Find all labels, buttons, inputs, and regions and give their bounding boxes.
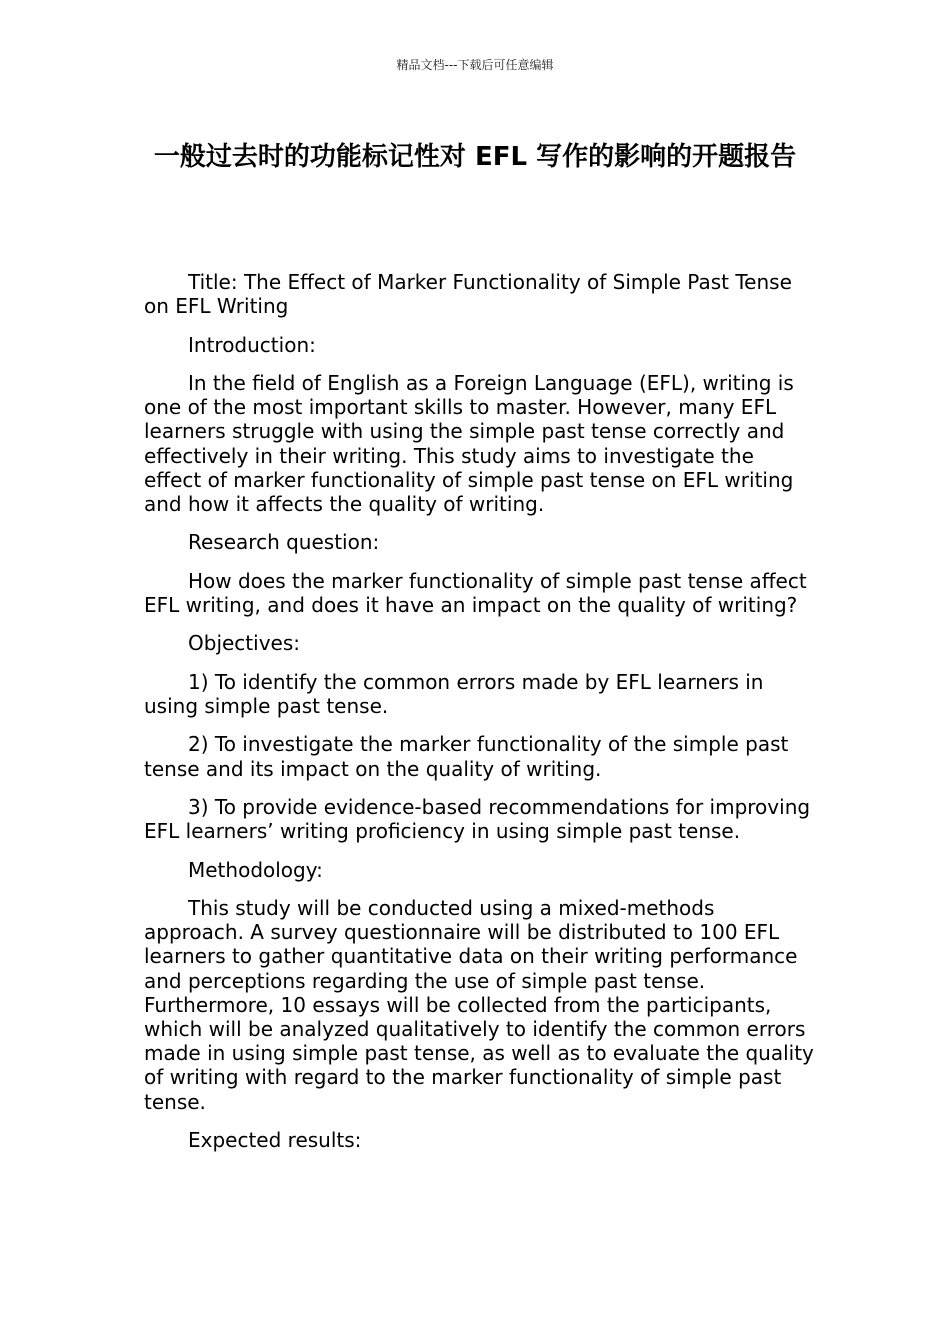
section-heading-objectives: Objectives: xyxy=(188,631,300,656)
title-line: Title: The Effect of Marker Functionality of Simple Past Tense on EFL Writing xyxy=(144,270,792,319)
objective-item-2: 2) To investigate the marker functionality of the simple past tense and its impact on the quality of writing. xyxy=(144,732,789,781)
research-question-paragraph: How does the marker functionality of simple past tense affect EFL writing, and does it have an impact on the quality of writing? xyxy=(144,568,807,617)
section-heading-research-question: Research question: xyxy=(188,530,380,555)
introduction-paragraph: In the field of English as a Foreign Language (EFL), writing is one of the most important skills to master. However, many EFL learners struggle with using the simple past tense correctly and effectively in their writing. This study aims to investigate the effect of marker functionality of simple past tense on EFL writing and how it affects the quality of writing. xyxy=(144,370,794,516)
section-heading-introduction: Introduction: xyxy=(188,332,316,357)
methodology-paragraph: This study will be conducted using a mixed-methods approach. A survey questionnaire will be distributed to 100 EFL learners to gather quantitative data on their writing performance and perceptions regarding the use of simple past tense. Furthermore, 10 essays will be collected from the participants, which will be analyzed qualitatively to identify the common errors made in using simple past tense, as well as to evaluate the quality of writing with regard to the marker functionality of simple past tense. xyxy=(144,895,814,1114)
document-title: 一般过去时的功能标记性对 EFL 写作的影响的开题报告 xyxy=(153,142,797,172)
section-heading-expected-results: Expected results: xyxy=(188,1127,362,1152)
section-heading-methodology: Methodology: xyxy=(188,857,323,882)
header-note: 精品文档---下载后可任意编辑 xyxy=(396,58,554,72)
objective-item-3: 3) To provide evidence-based recommendations for improving EFL learners’ writing proficiency in using simple past tense. xyxy=(144,794,811,844)
objective-item-1: 1) To identify the common errors made by EFL learners in using simple past tense. xyxy=(144,669,764,718)
document-body xyxy=(144,270,814,1166)
